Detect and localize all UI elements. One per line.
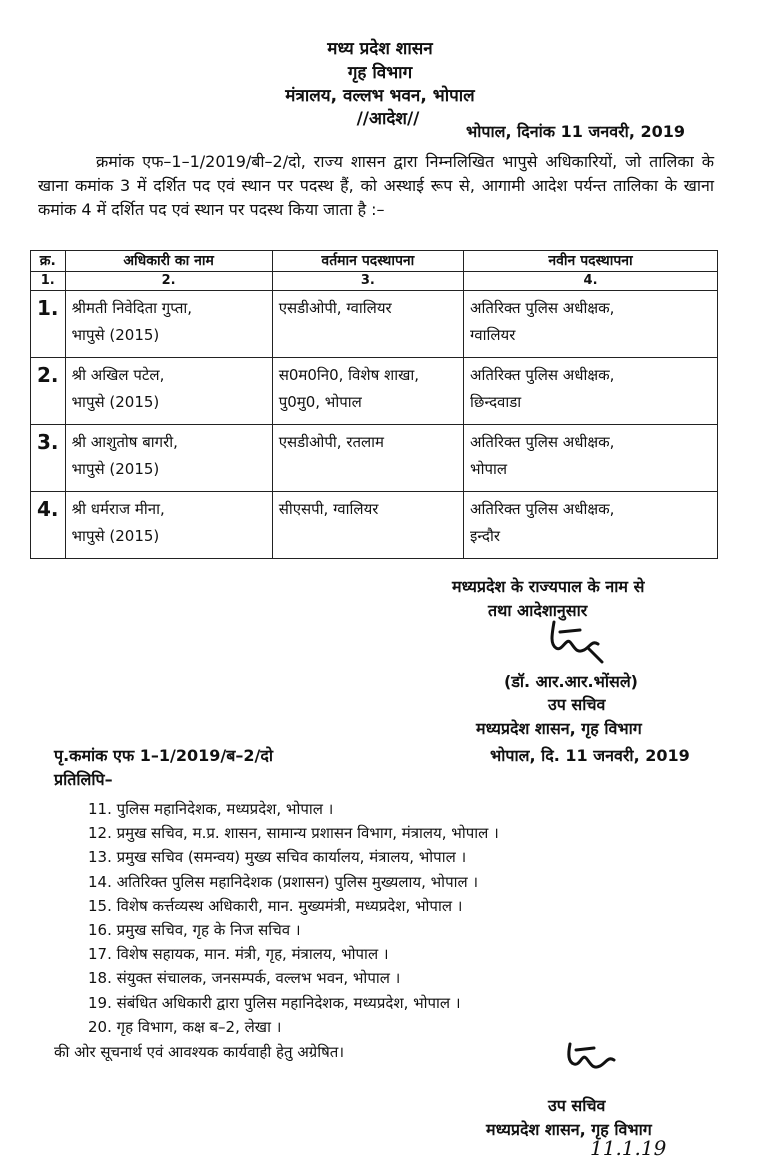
footer-office: मध्यप्रदेश शासन, गृह विभाग (486, 1120, 652, 1139)
officer-cell (65, 291, 272, 358)
current-posting-cell (272, 291, 463, 358)
new-posting-cell (464, 358, 718, 425)
column-number: 4. (464, 272, 718, 291)
current-posting: सीएसपी, ग्वालियर (278, 500, 379, 518)
endorsement-ref: पृ.कमांक एफ 1–1/2019/ब–2/दो (54, 746, 274, 765)
officer-service: भापुसे (2015) (71, 393, 160, 411)
closing-line: की ओर सूचनार्थ एवं आवश्यक कार्यवाही हेतु अग्रेषित। (54, 1043, 345, 1061)
order-date: भोपाल, दिनांक 11 जनवरी, 2019 (466, 122, 685, 141)
list-item: 11. पुलिस महानिदेशक, मध्यप्रदेश, भोपाल । (88, 800, 334, 818)
current-posting-line2: पु0मु0, भोपाल (278, 393, 362, 411)
header-government: मध्य प्रदेश शासन (327, 39, 433, 59)
list-item: 15. विशेष कर्त्तव्यस्थ अधिकारी, मान. मुख्यमंत्री, मध्यप्रदेश, भोपाल । (88, 896, 463, 915)
signatory-office: मध्यप्रदेश शासन, गृह विभाग (476, 719, 642, 738)
officer-name: श्री धर्मराज मीना, (71, 500, 165, 518)
column-number: 1. (31, 272, 66, 291)
current-posting-cell (272, 492, 463, 559)
list-item: 18. संयुक्त संचालक, जनसम्पर्क, वल्लभ भवन, भोपाल । (88, 969, 401, 988)
officer-cell (65, 425, 272, 492)
new-posting: अतिरिक्त पुलिस अधीक्षक, (470, 299, 615, 317)
officer-service: भापुसे (2015) (71, 527, 160, 545)
footer-designation: उप सचिव (548, 1096, 606, 1115)
officer-service: भापुसे (2015) (71, 460, 160, 478)
posting-table (30, 250, 718, 559)
authority-line-1: मध्यप्रदेश के राज्यपाल के नाम से (452, 577, 645, 596)
header-new-posting: नवीन पदस्थापना (464, 251, 718, 272)
table-row (31, 425, 718, 492)
new-posting-place: भोपाल (470, 460, 508, 478)
table-row (31, 492, 718, 559)
new-posting-place: ग्वालियर (470, 326, 516, 344)
body-paragraph: क्रमांक एफ–1–1/2019/बी–2/दो, राज्य शासन द्वारा निम्नलिखित भापुसे अधिकारियों, जो तालिका के खाना कमांक 3 में दर्शित पद एवं स्थान पर पदस्थ हैं, को अस्थाई रूप से, आगामी आदेश पर्यन्त तालिका के खाना कमांक 4 में दर्शित पद एवं स्थान पर पदस्थ किया जाता है :– (38, 152, 714, 219)
current-posting-cell (272, 425, 463, 492)
table-header-row (31, 251, 718, 272)
new-posting-place: छिन्दवाडा (470, 393, 522, 411)
officer-service: भापुसे (2015) (71, 326, 160, 344)
new-posting: अतिरिक्त पुलिस अधीक्षक, (470, 500, 615, 518)
row-sno: 4. (31, 492, 66, 559)
handwritten-date: 11.1.19 (590, 1136, 667, 1160)
current-posting-cell (272, 358, 463, 425)
column-number-row (31, 272, 718, 291)
column-number: 2. (65, 272, 272, 291)
signature-image (540, 618, 610, 668)
copy-label: प्रतिलिपि– (54, 770, 113, 789)
officer-cell (65, 358, 272, 425)
new-posting: अतिरिक्त पुलिस अधीक्षक, (470, 433, 615, 451)
row-sno: 2. (31, 358, 66, 425)
table-row (31, 291, 718, 358)
signatory-name: (डॉ. आर.आर.भोंसले) (504, 672, 638, 691)
header-department: गृह विभाग (347, 63, 413, 83)
new-posting-cell (464, 425, 718, 492)
new-posting-cell (464, 492, 718, 559)
authority-line-2: तथा आदेशानुसार (488, 601, 588, 620)
list-item: 14. अतिरिक्त पुलिस महानिदेशक (प्रशासन) पुलिस मुख्यलाय, भोपाल । (88, 872, 479, 891)
row-sno: 1. (31, 291, 66, 358)
officer-cell (65, 492, 272, 559)
officer-name: श्री आशुतोष बागरी, (71, 433, 178, 451)
list-item: 16. प्रमुख सचिव, गृह के निज सचिव । (88, 921, 301, 940)
header-officer-name: अधिकारी का नाम (65, 251, 272, 272)
signatory-designation: उप सचिव (548, 695, 606, 714)
list-item: 12. प्रमुख सचिव, म.प्र. शासन, सामान्य प्रशासन विभाग, मंत्रालय, भोपाल । (88, 824, 499, 843)
new-posting-cell (464, 291, 718, 358)
header-current-posting: वर्तमान पदस्थापना (272, 251, 463, 272)
header-address: मंत्रालय, वल्लभ भवन, भोपाल (285, 86, 475, 106)
new-posting: अतिरिक्त पुलिस अधीक्षक, (470, 366, 615, 384)
table-row (31, 358, 718, 425)
row-sno: 3. (31, 425, 66, 492)
current-posting: स0म0नि0, विशेष शाखा, (278, 366, 420, 384)
list-item: 20. गृह विभाग, कक्ष ब–2, लेखा । (88, 1017, 282, 1036)
new-posting-place: इन्दौर (470, 527, 501, 545)
officer-name: श्रीमती निवेदिता गुप्ता, (71, 299, 193, 317)
officer-name: श्री अखिल पटेल, (71, 366, 165, 384)
footer-signature-image (560, 1040, 620, 1082)
list-item: 17. विशेष सहायक, मान. मंत्री, गृह, मंत्रालय, भोपाल । (88, 945, 389, 964)
current-posting: एसडीओपी, रतलाम (278, 433, 385, 451)
signatory-date: भोपाल, दि. 11 जनवरी, 2019 (490, 746, 690, 765)
list-item: 19. संबंधित अधिकारी द्वारा पुलिस महानिदेशक, मध्यप्रदेश, भोपाल । (88, 993, 461, 1012)
copy-list (88, 797, 499, 1039)
order-label: //आदेश// (356, 109, 420, 129)
header-sno: क्र. (31, 251, 66, 272)
column-number: 3. (272, 272, 463, 291)
list-item: 13. प्रमुख सचिव (समन्वय) मुख्य सचिव कार्यालय, मंत्रालय, भोपाल । (88, 848, 467, 867)
current-posting: एसडीओपी, ग्वालियर (278, 299, 392, 317)
